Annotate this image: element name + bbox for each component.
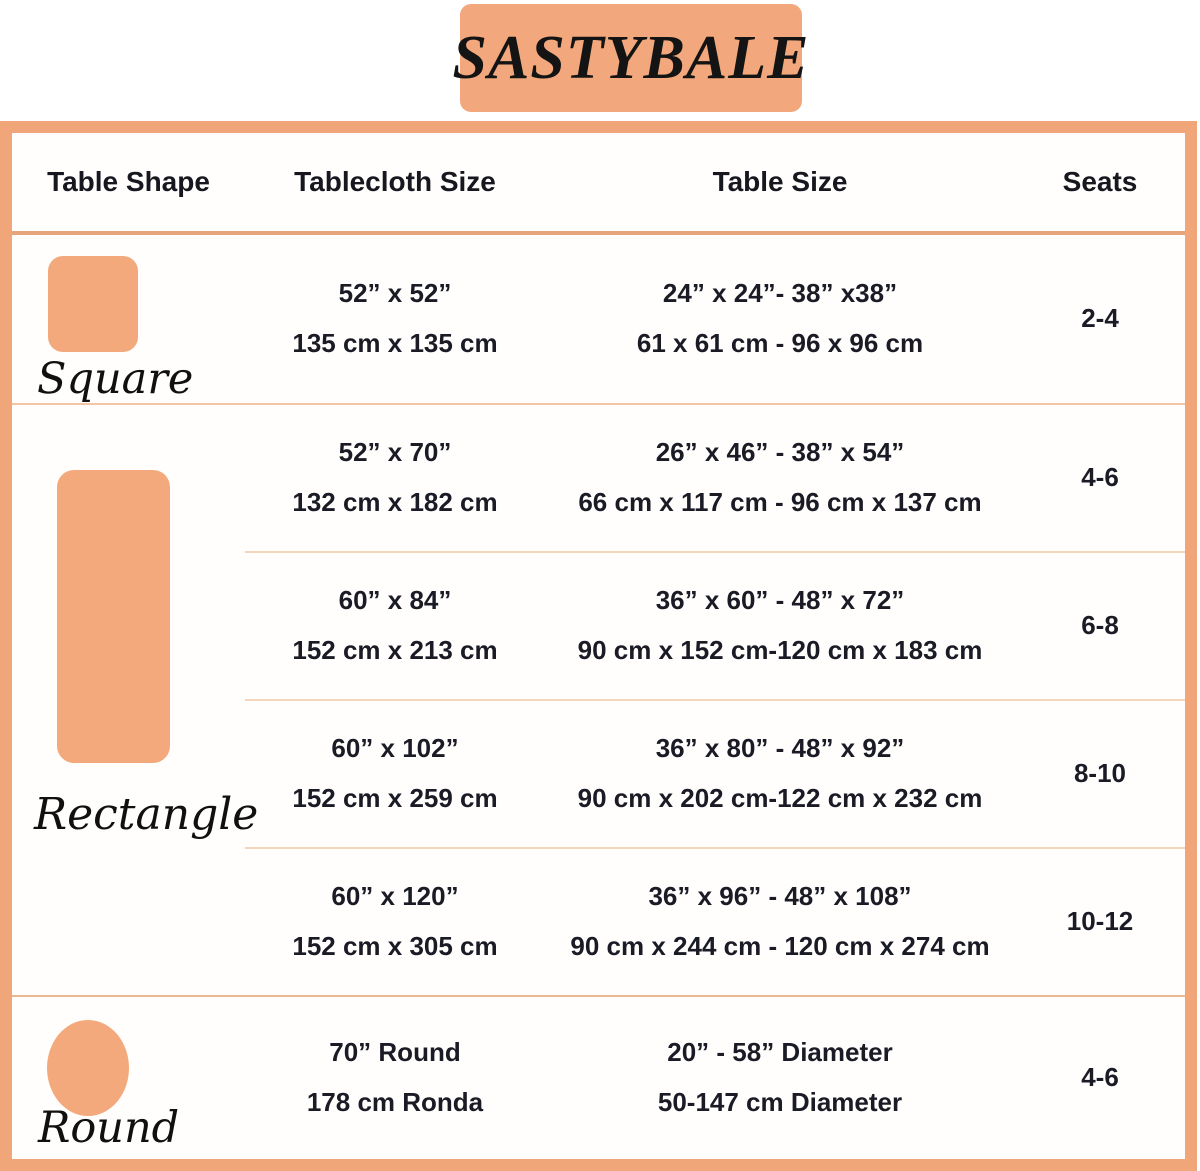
seats-value: 8-10 bbox=[1073, 758, 1127, 789]
header-table-size: Table Size bbox=[712, 166, 848, 197]
rectangle-rows bbox=[245, 405, 1185, 995]
tablecloth-size-inches: 52” x 70” bbox=[338, 437, 452, 468]
table-size-cm: 90 cm x 244 cm - 120 cm x 274 cm bbox=[570, 931, 990, 961]
tablecloth-size-inches: 70” Round bbox=[329, 1037, 461, 1068]
seats-cell bbox=[1015, 405, 1185, 551]
table-size-cm: 66 cm x 117 cm - 96 cm x 137 cm bbox=[578, 487, 982, 517]
tablecloth-size-cm: 132 cm x 182 cm bbox=[292, 487, 498, 517]
tablecloth-size-cell bbox=[245, 405, 545, 551]
rectangle-shape-icon bbox=[57, 470, 170, 763]
table-size-inches: 20” - 58” Diameter bbox=[667, 1037, 893, 1068]
header-tablecloth-size: Tablecloth Size bbox=[294, 166, 496, 197]
seats-value: 6-8 bbox=[1081, 610, 1119, 641]
tablecloth-size-cm: 152 cm x 259 cm bbox=[292, 783, 498, 813]
square-shape-cell bbox=[12, 235, 245, 403]
seats-value: 4-6 bbox=[1081, 1062, 1119, 1093]
table-size-cm: 90 cm x 202 cm-122 cm x 232 cm bbox=[577, 783, 983, 813]
tablecloth-size-inches: 60” x 120” bbox=[331, 881, 459, 912]
table-size-cell bbox=[545, 997, 1015, 1159]
square-shape-icon bbox=[48, 256, 138, 352]
tablecloth-size-cm: 135 cm x 135 cm bbox=[292, 328, 498, 358]
table-size-inches: 26” x 46” - 38” x 54” bbox=[655, 437, 905, 468]
seats-value: 2-4 bbox=[1081, 303, 1119, 334]
header-table-shape: Table Shape bbox=[47, 166, 210, 197]
table-size-cell bbox=[545, 553, 1015, 699]
shape-label-square: Square bbox=[37, 354, 194, 404]
table-size-cell bbox=[545, 405, 1015, 551]
table-size-inches: 36” x 96” - 48” x 108” bbox=[648, 881, 912, 912]
seats-value: 10-12 bbox=[1066, 906, 1134, 937]
tablecloth-size-cm: 152 cm x 305 cm bbox=[292, 931, 498, 961]
seats-value: 4-6 bbox=[1081, 462, 1119, 493]
tablecloth-size-cell bbox=[245, 235, 545, 403]
brand-banner bbox=[452, 4, 810, 112]
row-rectangle-1 bbox=[245, 405, 1185, 551]
tablecloth-size-inches: 52” x 52” bbox=[338, 278, 452, 309]
shape-label-round: Round bbox=[38, 1103, 180, 1153]
seats-cell bbox=[1015, 235, 1185, 403]
table-size-cm: 61 x 61 cm - 96 x 96 cm bbox=[636, 328, 924, 358]
round-shape-cell bbox=[12, 997, 245, 1159]
table-size-inches: 24” x 24”- 38” x38” bbox=[662, 278, 898, 309]
seats-cell bbox=[1015, 997, 1185, 1159]
seats-cell bbox=[1015, 849, 1185, 995]
row-rectangle-2 bbox=[245, 551, 1185, 699]
tablecloth-size-cell bbox=[245, 849, 545, 995]
table-size-cm: 90 cm x 152 cm-120 cm x 183 cm bbox=[577, 635, 983, 665]
seats-cell bbox=[1015, 553, 1185, 699]
tablecloth-size-cell bbox=[245, 997, 545, 1159]
table-size-cell bbox=[545, 849, 1015, 995]
seats-cell bbox=[1015, 701, 1185, 847]
tablecloth-size-cm: 178 cm Ronda bbox=[306, 1087, 484, 1117]
shape-label-rectangle: Rectangle bbox=[34, 789, 259, 840]
table-size-cell bbox=[545, 235, 1015, 403]
table-size-inches: 36” x 80” - 48” x 92” bbox=[655, 733, 905, 764]
row-square bbox=[12, 235, 1185, 405]
brand-name: SASTYBALE bbox=[452, 23, 810, 92]
row-rectangle-4 bbox=[245, 847, 1185, 995]
rectangle-shape-cell bbox=[12, 405, 259, 995]
section-rectangle bbox=[12, 405, 1185, 997]
tablecloth-size-inches: 60” x 84” bbox=[338, 585, 452, 616]
header-seats: Seats bbox=[1062, 166, 1138, 197]
tablecloth-size-cm: 152 cm x 213 cm bbox=[292, 635, 498, 665]
row-round bbox=[12, 997, 1185, 1159]
table-size-cell bbox=[545, 701, 1015, 847]
row-rectangle-3 bbox=[245, 699, 1185, 847]
table-header-row bbox=[12, 133, 1185, 235]
table-size-cm: 50-147 cm Diameter bbox=[657, 1087, 903, 1117]
size-chart-table bbox=[0, 121, 1197, 1171]
tablecloth-size-cell bbox=[245, 553, 545, 699]
table-size-inches: 36” x 60” - 48” x 72” bbox=[655, 585, 905, 616]
round-shape-icon bbox=[47, 1020, 129, 1116]
tablecloth-size-inches: 60” x 102” bbox=[331, 733, 459, 764]
tablecloth-size-cell bbox=[245, 701, 545, 847]
